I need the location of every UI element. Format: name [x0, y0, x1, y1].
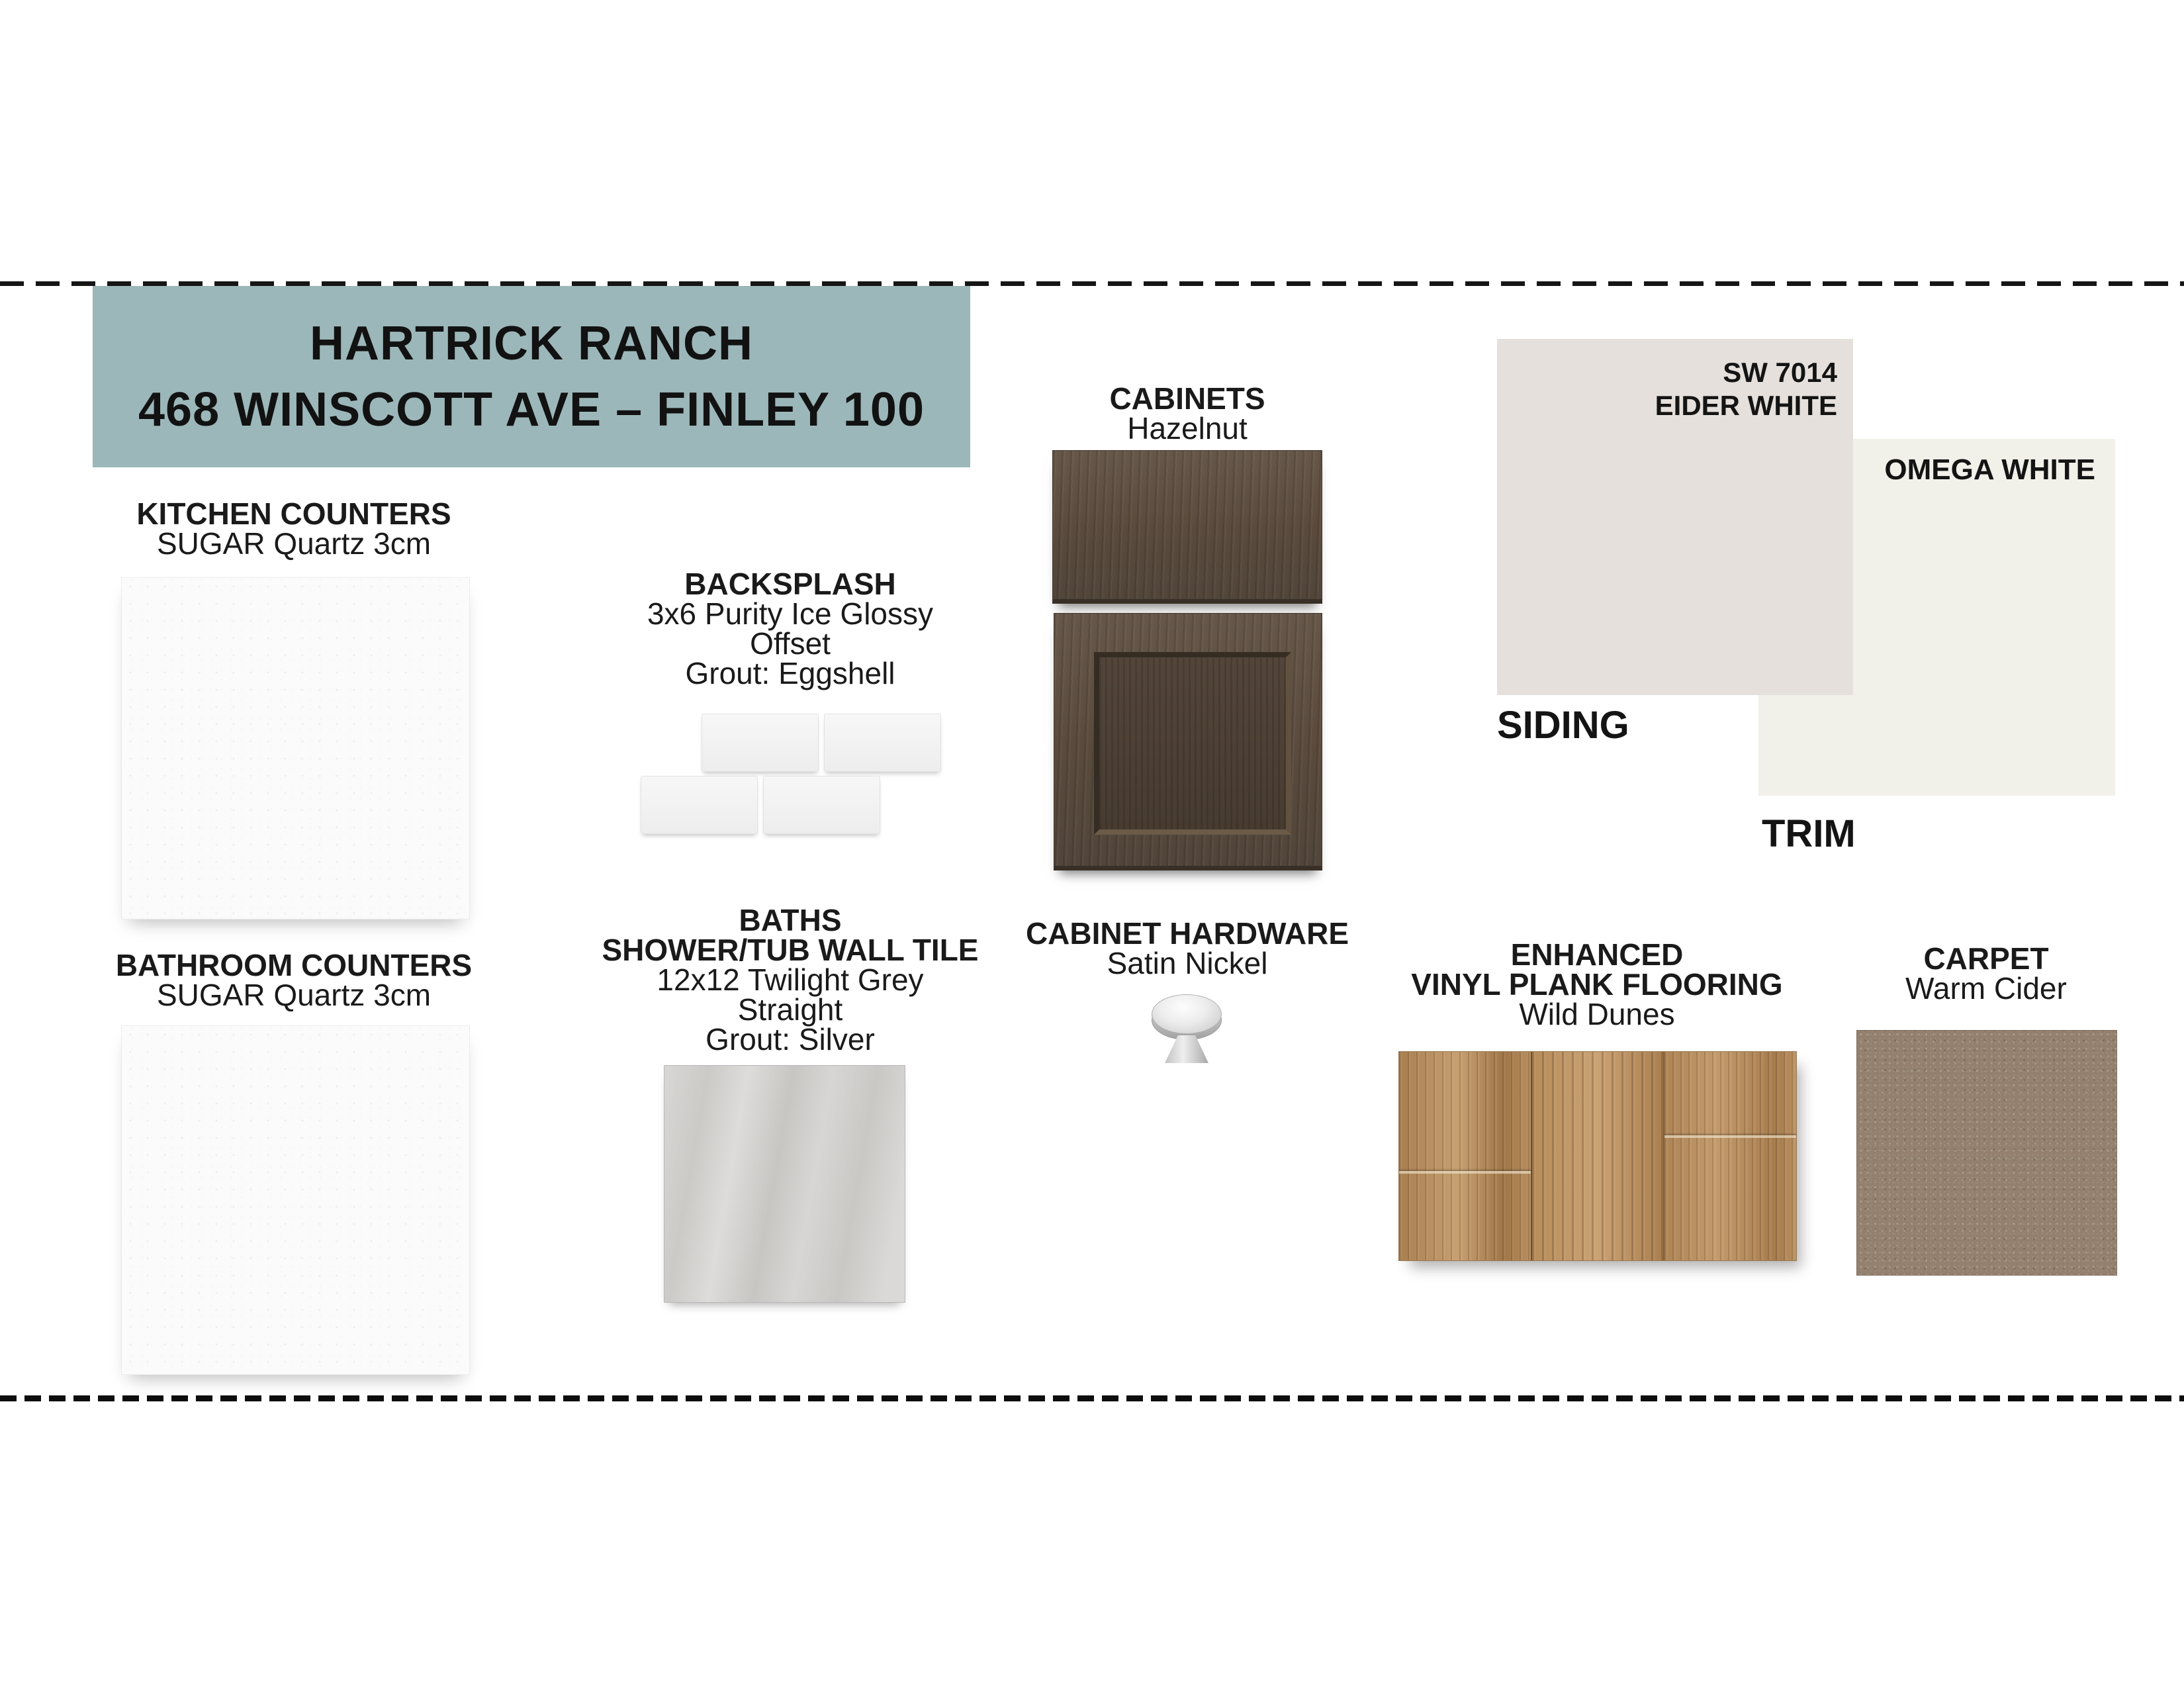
kitchen-counter-swatch	[121, 577, 470, 919]
plank-joint	[1399, 1171, 1531, 1174]
baths-pattern: Straight	[737, 992, 843, 1027]
carpet-subtitle: Warm Cider	[1905, 971, 2067, 1006]
cabinet-door-panel	[1094, 652, 1291, 835]
subway-tile	[702, 714, 819, 772]
kitchen-counters-label	[98, 496, 490, 561]
floor-plank	[1663, 1052, 1796, 1260]
divider-bottom	[0, 1395, 2184, 1401]
siding-paint-name: EIDER WHITE	[1655, 390, 1837, 421]
shower-wall-tile-swatch	[664, 1065, 905, 1303]
cabinet-knob-image	[1152, 994, 1222, 1063]
knob-stem	[1165, 1035, 1208, 1063]
cabinets-label	[991, 381, 1383, 445]
subway-tile	[763, 776, 880, 834]
bathroom-counters-subtitle: SUGAR Quartz 3cm	[156, 978, 432, 1012]
backsplash-grout: Grout: Eggshell	[685, 656, 895, 690]
subway-tile	[824, 714, 941, 772]
carpet-title: CARPET	[1923, 941, 2049, 976]
baths-spec: 12x12 Twilight Grey	[657, 962, 924, 997]
backsplash-title: BACKSPLASH	[684, 567, 896, 601]
backsplash-pattern: Offset	[750, 626, 831, 661]
flooring-title1: ENHANCED	[1510, 937, 1684, 972]
cabinet-drawer-front-image	[1052, 450, 1322, 604]
subway-tile	[641, 776, 758, 834]
baths-label	[594, 903, 986, 1056]
plank-joint	[1664, 1135, 1796, 1138]
cabinets-subtitle: Hazelnut	[1127, 411, 1248, 445]
trim-label: TRIM	[1762, 812, 1856, 855]
siding-paint-text	[1655, 356, 1837, 422]
divider-top	[0, 281, 2184, 286]
siding-paint-chip	[1497, 339, 1853, 695]
project-title-card	[93, 286, 970, 467]
baths-title2: SHOWER/TUB WALL TILE	[602, 933, 979, 967]
flooring-subtitle: Wild Dunes	[1519, 997, 1675, 1031]
siding-label: SIDING	[1497, 704, 1629, 747]
backsplash-label	[594, 569, 986, 688]
vinyl-plank-swatch	[1398, 1051, 1797, 1261]
knob-top	[1152, 994, 1222, 1034]
cabinet-door-image	[1054, 613, 1322, 870]
baths-title: BATHS	[739, 903, 842, 937]
trim-paint-name: OMEGA WHITE	[1884, 453, 2095, 486]
cabinet-hardware-label	[991, 916, 1383, 980]
cabinet-hardware-subtitle: Satin Nickel	[1107, 946, 1268, 980]
carpet-swatch	[1856, 1030, 2117, 1276]
project-address: 468 WINSCOTT AVE – FINLEY 100	[138, 383, 925, 436]
kitchen-counters-title: KITCHEN COUNTERS	[136, 496, 451, 531]
floor-plank	[1399, 1052, 1531, 1260]
bathroom-counter-swatch	[121, 1025, 470, 1375]
project-name: HARTRICK RANCH	[310, 317, 753, 370]
flooring-title2: VINYL PLANK FLOORING	[1411, 967, 1783, 1002]
baths-grout: Grout: Silver	[705, 1022, 875, 1056]
flooring-label	[1398, 937, 1796, 1031]
bathroom-counters-label	[98, 948, 490, 1012]
cabinet-hardware-title: CABINET HARDWARE	[1025, 916, 1349, 951]
floor-plank	[1531, 1052, 1664, 1260]
kitchen-counters-subtitle: SUGAR Quartz 3cm	[156, 526, 432, 561]
siding-paint-code: SW 7014	[1723, 357, 1837, 388]
bathroom-counters-title: BATHROOM COUNTERS	[115, 948, 473, 982]
backsplash-spec: 3x6 Purity Ice Glossy	[647, 596, 934, 631]
carpet-label	[1788, 941, 2184, 1006]
cabinets-title: CABINETS	[1109, 381, 1265, 416]
